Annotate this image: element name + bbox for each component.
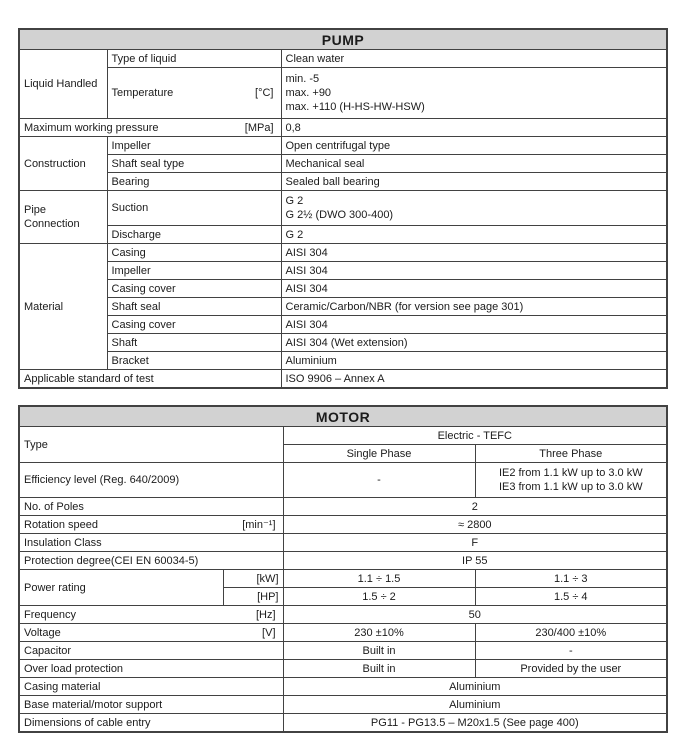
standard-value: ISO 9906 – Annex A: [281, 370, 667, 389]
pump-group-pipe-connection: Pipe Connection: [19, 191, 107, 244]
protection-label: Protection degree(CEI EN 60034-5): [19, 552, 283, 570]
frequency-unit: [Hz]: [255, 608, 276, 621]
rotation-unit: [min⁻¹]: [242, 518, 276, 531]
motor-row-protection: [19, 552, 667, 570]
protection-value: IP 55: [283, 552, 667, 570]
construction-bearing-value: Sealed ball bearing: [281, 173, 667, 191]
overload-label: Over load protection: [19, 660, 283, 678]
pump-title: PUMP: [19, 29, 667, 50]
construction-shaft-seal-value: Mechanical seal: [281, 155, 667, 173]
capacitor-three: -: [475, 642, 667, 660]
pump-table: [18, 28, 668, 389]
efficiency-ie2: IE2 from 1.1 kW up to 3.0 kW: [498, 467, 643, 479]
efficiency-single-value: -: [283, 463, 475, 498]
voltage-unit: [V]: [262, 626, 276, 639]
voltage-label: Voltage: [24, 626, 61, 639]
material-impeller-value: AISI 304: [281, 262, 667, 280]
power-rating-label: Power rating: [19, 570, 223, 606]
pump-row-material-shaft: [19, 334, 667, 352]
capacitor-single: Built in: [283, 642, 475, 660]
pump-row-discharge: [19, 226, 667, 244]
motor-row-frequency: [19, 606, 667, 624]
suction-value-cell: [281, 191, 667, 226]
motor-row-rotation-speed: [19, 516, 667, 534]
efficiency-label: Efficiency level (Reg. 640/2009): [19, 463, 283, 498]
power-hp-three: 1.5 ÷ 4: [475, 588, 667, 606]
voltage-single: 230 ±10%: [283, 624, 475, 642]
pump-row-material-shaft-seal: [19, 298, 667, 316]
motor-row-cable-entry: [19, 714, 667, 733]
pump-row-shaft-seal-type: [19, 155, 667, 173]
motor-row-casing-material: [19, 678, 667, 696]
pump-row-material-impeller: [19, 262, 667, 280]
cable-entry-value: PG11 - PG13.5 – M20x1.5 (See page 400): [283, 714, 667, 733]
pump-row-material-casing: [19, 244, 667, 262]
pump-group-material: Material: [19, 244, 107, 370]
material-casing-cover-1-label: Casing cover: [107, 280, 281, 298]
max-pressure-label: Maximum working pressure: [24, 121, 159, 134]
type-of-liquid-value: Clean water: [281, 50, 667, 68]
motor-row-poles: [19, 498, 667, 516]
material-shaft-value: AISI 304 (Wet extension): [281, 334, 667, 352]
efficiency-ie3: IE3 from 1.1 kW up to 3.0 kW: [498, 481, 643, 493]
base-material-label: Base material/motor support: [19, 696, 283, 714]
capacitor-label: Capacitor: [19, 642, 283, 660]
motor-header-row: [19, 406, 667, 427]
voltage-label-cell: [19, 624, 283, 642]
pump-row-bearing: [19, 173, 667, 191]
temperature-max: max. +90: [285, 87, 332, 99]
pump-group-liquid-handled: Liquid Handled: [19, 50, 107, 119]
material-shaft-seal-value: Ceramic/Carbon/NBR (for version see page 301): [281, 298, 667, 316]
cable-entry-label: Dimensions of cable entry: [19, 714, 283, 733]
insulation-value: F: [283, 534, 667, 552]
type-of-liquid-label: Type of liquid: [107, 50, 281, 68]
casing-material-label: Casing material: [19, 678, 283, 696]
max-pressure-value: 0,8: [281, 119, 667, 137]
base-material-value: Aluminium: [283, 696, 667, 714]
single-phase-header: Single Phase: [283, 445, 475, 463]
motor-title: MOTOR: [19, 406, 667, 427]
material-shaft-label: Shaft: [107, 334, 281, 352]
temperature-max-special: max. +110 (H-HS-HW-HSW): [285, 101, 425, 113]
temperature-value-cell: [281, 68, 667, 119]
material-bracket-label: Bracket: [107, 352, 281, 370]
poles-label: No. of Poles: [19, 498, 283, 516]
frequency-label: Frequency: [24, 608, 76, 621]
pump-row-type-of-liquid: [19, 50, 667, 68]
frequency-value: 50: [283, 606, 667, 624]
frequency-label-cell: [19, 606, 283, 624]
motor-row-efficiency: [19, 463, 667, 498]
material-casing-label: Casing: [107, 244, 281, 262]
overload-three: Provided by the user: [475, 660, 667, 678]
suction-value-1: G 2: [285, 195, 304, 207]
pump-row-material-bracket: [19, 352, 667, 370]
material-casing-value: AISI 304: [281, 244, 667, 262]
motor-row-base-material: [19, 696, 667, 714]
casing-material-value: Aluminium: [283, 678, 667, 696]
rotation-label: Rotation speed: [24, 518, 98, 531]
power-kw-unit: [kW]: [223, 570, 283, 588]
motor-row-power-kw: [19, 570, 667, 588]
construction-shaft-seal-label: Shaft seal type: [107, 155, 281, 173]
material-impeller-label: Impeller: [107, 262, 281, 280]
voltage-three: 230/400 ±10%: [475, 624, 667, 642]
power-hp-single: 1.5 ÷ 2: [283, 588, 475, 606]
discharge-value: G 2: [281, 226, 667, 244]
rotation-value: ≈ 2800: [283, 516, 667, 534]
material-casing-cover-2-label: Casing cover: [107, 316, 281, 334]
pump-row-material-casing-cover-2: [19, 316, 667, 334]
suction-label: Suction: [107, 191, 281, 226]
pump-row-impeller-construction: [19, 137, 667, 155]
poles-value: 2: [283, 498, 667, 516]
motor-table: [18, 405, 668, 733]
power-kw-three: 1.1 ÷ 3: [475, 570, 667, 588]
pump-row-max-pressure: [19, 119, 667, 137]
motor-type-value: Electric - TEFC: [283, 427, 667, 445]
temperature-unit: [°C]: [255, 87, 274, 99]
motor-row-capacitor: [19, 642, 667, 660]
material-bracket-value: Aluminium: [281, 352, 667, 370]
motor-row-insulation: [19, 534, 667, 552]
temperature-min: min. -5: [285, 73, 320, 85]
construction-impeller-value: Open centrifugal type: [281, 137, 667, 155]
pump-row-standard: [19, 370, 667, 389]
rotation-label-cell: [19, 516, 283, 534]
temperature-label-cell: [107, 68, 281, 119]
material-shaft-seal-label: Shaft seal: [107, 298, 281, 316]
max-pressure-unit: [MPa]: [244, 121, 274, 134]
construction-bearing-label: Bearing: [107, 173, 281, 191]
pump-header-row: [19, 29, 667, 50]
motor-row-type: [19, 427, 667, 445]
pump-row-temperature: [19, 68, 667, 119]
three-phase-header: Three Phase: [475, 445, 667, 463]
max-pressure-label-cell: [19, 119, 281, 137]
insulation-label: Insulation Class: [19, 534, 283, 552]
efficiency-three-value-cell: [475, 463, 667, 498]
pump-row-suction: [19, 191, 667, 226]
pump-row-material-casing-cover-1: [19, 280, 667, 298]
motor-type-label: Type: [19, 427, 283, 463]
pump-group-construction: Construction: [19, 137, 107, 191]
power-kw-single: 1.1 ÷ 1.5: [283, 570, 475, 588]
suction-value-2: G 2½ (DWO 300-400): [285, 209, 394, 221]
discharge-label: Discharge: [107, 226, 281, 244]
temperature-label: Temperature: [111, 87, 174, 99]
motor-row-overload: [19, 660, 667, 678]
power-hp-unit: [HP]: [223, 588, 283, 606]
overload-single: Built in: [283, 660, 475, 678]
material-casing-cover-2-value: AISI 304: [281, 316, 667, 334]
motor-row-voltage: [19, 624, 667, 642]
construction-impeller-label: Impeller: [107, 137, 281, 155]
standard-label: Applicable standard of test: [19, 370, 281, 389]
material-casing-cover-1-value: AISI 304: [281, 280, 667, 298]
